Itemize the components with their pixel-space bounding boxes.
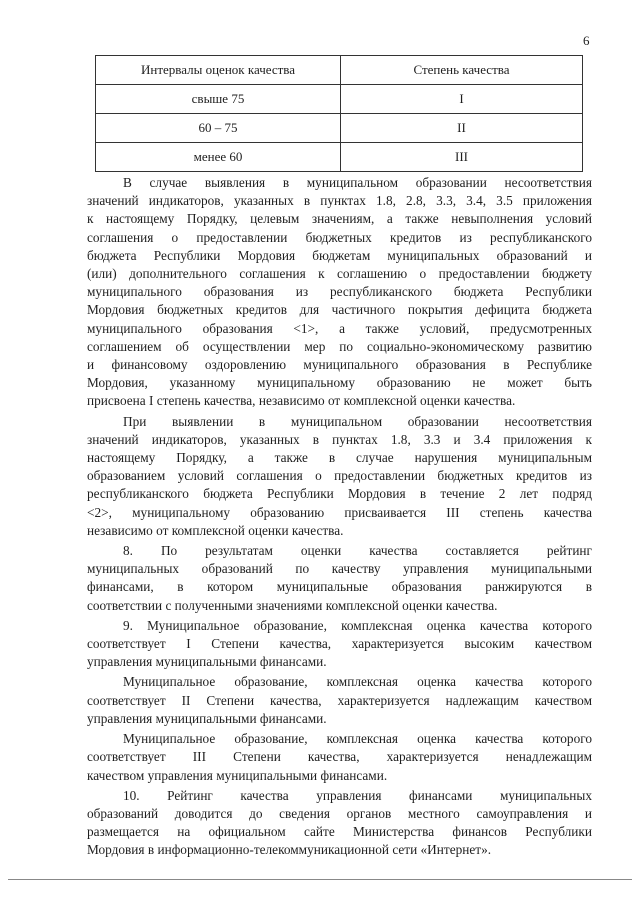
table-header-intervals: Интервалы оценок качества — [96, 56, 341, 85]
table-cell-interval: свыше 75 — [96, 85, 341, 114]
paragraph-line: Муниципальное образование, комплексная оценка качества которого — [123, 731, 592, 747]
paragraph-line: В случае выявления в муниципальном образовании несоответствия — [123, 175, 592, 190]
paragraph-line: 8. По результатам оценки качества составляется рейтинг — [123, 543, 592, 559]
paragraph-line: соглашения о предоставлении бюджетных кредитов из республиканского — [87, 229, 592, 245]
table-row — [96, 143, 583, 172]
paragraph-line: соответствии с полученными значениями комплексной оценки качества. — [87, 597, 498, 613]
paragraph-line: значений индикаторов, указанных в пунктах 1.8, 3.3 и 3.4 приложения к — [87, 431, 592, 447]
paragraph-line: 10. Рейтинг качества управления финансами муниципальных — [123, 787, 592, 803]
paragraph-line: соответствует II Степени качества, характеризуется надлежащим качеством — [87, 692, 592, 708]
paragraph-line: качеством управления муниципальными финансами. — [87, 767, 388, 783]
paragraph-line: соответствует III Степени качества, характеризуется ненадлежащим — [87, 749, 592, 765]
paragraph — [87, 730, 592, 785]
paragraph-line: присвоена I степень качества, независимо от комплексной оценки качества. — [87, 393, 516, 409]
quality-intervals-table — [95, 55, 583, 172]
paragraph-line: и финансовому оздоровлению муниципального образования в Республике — [87, 357, 592, 373]
table-cell-degree: I — [341, 85, 583, 114]
paragraph-line: муниципального образования <1>, а также условий, предусмотренных — [87, 320, 592, 336]
paragraph — [87, 174, 592, 411]
paragraph-line: к настоящему Порядку, целевым значениям, а также невыполнения условий — [87, 211, 592, 227]
paragraph — [87, 542, 592, 615]
paragraph-line: образований доводится до сведения органов местного самоуправления и — [87, 805, 592, 821]
footer-divider — [8, 879, 632, 880]
paragraph — [87, 673, 592, 728]
paragraph — [87, 413, 592, 540]
paragraph-line: размещается на официальном сайте Министерства финансов Республики — [87, 824, 592, 840]
paragraph-line: управления муниципальными финансами. — [87, 654, 327, 670]
document-body — [87, 174, 592, 862]
paragraph-line: 9. Муниципальное образование, комплексная оценка качества которого — [123, 617, 592, 633]
paragraph-line: муниципального образования из республиканского бюджета Республики — [87, 284, 592, 300]
paragraph-line: настоящему Порядку, а также в случае нарушения муниципальным — [87, 450, 592, 466]
paragraph-line: Мордовия, указанному муниципальному образованию не может быть — [87, 375, 592, 391]
table-cell-interval: менее 60 — [96, 143, 341, 172]
paragraph-line: Мордовия бюджетных кредитов для частичного покрытия дефицита бюджета — [87, 302, 592, 318]
paragraph — [87, 787, 592, 860]
paragraph-line: управления муниципальными финансами. — [87, 710, 327, 726]
paragraph-line: Мордовия в информационно-телекоммуникационной сети «Интернет». — [87, 842, 492, 858]
table-row — [96, 85, 583, 114]
table-cell-interval: 60 – 75 — [96, 114, 341, 143]
paragraph-line: (или) дополнительного соглашения к соглашению о предоставлении бюджету — [87, 266, 592, 282]
paragraph-line: финансами, в котором муниципальные образования ранжируются в — [87, 579, 592, 595]
paragraph-line: При выявлении в муниципальном образовании несоответствия — [123, 413, 592, 429]
table-header-row — [96, 56, 583, 85]
table-cell-degree: II — [341, 114, 583, 143]
paragraph-line: соглашением об осуществлении мер по социально-экономическому развитию — [87, 338, 592, 354]
paragraph-line: <2>, муниципальному образованию присваивается III степень качества — [87, 504, 592, 520]
paragraph-line: муниципальных образований по качеству управления муниципальными — [87, 561, 592, 577]
paragraph-line: образованием условий соглашения о предоставлении бюджетных кредитов из — [87, 468, 592, 484]
paragraph-line: независимо от комплексной оценки качества. — [87, 522, 344, 538]
paragraph-line: соответствует I Степени качества, характеризуется высоким качеством — [87, 636, 592, 652]
paragraph-line: бюджета Республики Мордовия бюджетам муниципальных образований и — [87, 247, 592, 263]
paragraph — [87, 617, 592, 672]
page-number: 6 — [583, 33, 590, 48]
table-header-quality-degree: Степень качества — [341, 56, 583, 85]
paragraph-line: значений индикаторов, указанных в пунктах 1.8, 2.8, 3.3, 3.4, 3.5 приложения — [87, 193, 592, 209]
paragraph-line: Муниципальное образование, комплексная оценка качества которого — [123, 674, 592, 690]
table-row — [96, 114, 583, 143]
paragraph-line: республиканского бюджета Республики Мордовия в течение 2 лет подряд — [87, 486, 592, 502]
table-cell-degree: III — [341, 143, 583, 172]
